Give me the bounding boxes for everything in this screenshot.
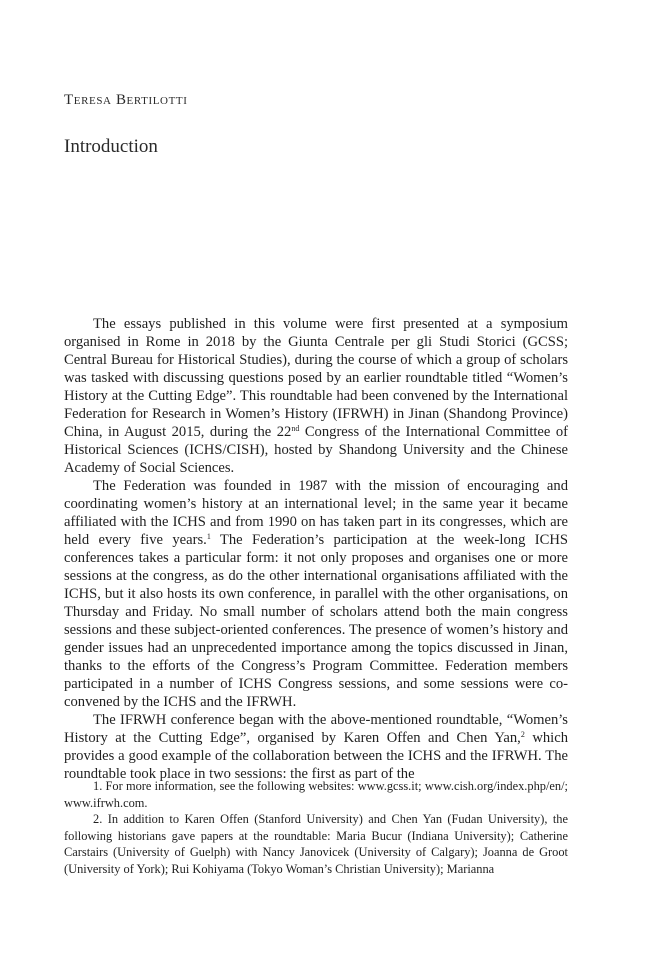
footnote-1: 1. For more information, see the following websites: www.gcss.it; www.cish.org/index.php/en/; www.ifrwh.com. <box>64 779 568 810</box>
paragraph-1-text-b: Congress of the International Committee of Historical Sciences (ICHS/CISH), hosted by Shandong University and the Chinese Academy of Social Sciences. <box>64 424 568 476</box>
chapter-author: Teresa Bertilotti <box>64 92 188 108</box>
paragraph-2-text-b: The Federation’s participation at the week-long ICHS conferences takes a particular form: it not only proposes and organises one or more sessions at the congress, as do the other international organisations affiliated with the ICHS, but it also hosts its own conference, in parallel with the other organisations, on Thursday and Friday. No small number of scholars attend both the main congress sessions and these subject-oriented conferences. The presence of women’s history and gender issues had an unprecedented importance among the topics discussed in Jinan, thanks to the efforts of the Congress’s Program Committee. Federation members participated in a number of ICHS Congress sessions, and some sessions were co-convened by the ICHS and the IFRWH. <box>64 532 568 710</box>
paragraph-2 <box>64 477 568 711</box>
footnote-ref-1: 1 <box>206 532 211 541</box>
ordinal-suffix: nd <box>291 424 300 433</box>
chapter-title: Introduction <box>64 136 158 157</box>
paragraph-3 <box>64 711 568 783</box>
paragraph-3-text-b: which provides a good example of the collaboration between the ICHS and the IFRWH. The roundtable took place in two sessions: the first as part of the <box>64 730 568 782</box>
paragraph-1-text-a: The essays published in this volume were first presented at a symposium organised in Rome in 2018 by the Giunta Centrale per gli Studi Storici (GCSS; Central Bureau for Historical Studies), during the course of which a group of scholars was tasked with discussing questions posed by an earlier roundtable titled “Women’s History at the Cutting Edge”. This roundtable had been convened by the International Federation for Research in Women’s History (IFRWH) in Jinan (Shandong Province) China, in August 2015, during the 22 <box>64 316 568 440</box>
footnote-2: 2. In addition to Karen Offen (Stanford University) and Chen Yan (Fudan University), the following historians gave papers at the roundtable: Maria Bucur (Indiana University); Catherine Carstairs (University of Guelph) with Nancy Janovicek (University of Calgary); Joanna de Groot (University of York); Rui Kohiyama (Tokyo Woman’s Christian University); Marianna <box>64 812 568 876</box>
footnote-ref-2: 2 <box>520 730 525 739</box>
body-text <box>64 315 568 783</box>
footnotes <box>64 778 568 878</box>
paragraph-1 <box>64 315 568 477</box>
paragraph-3-text-a: The IFRWH conference began with the above-mentioned roundtable, “Women’s History at the Cutting Edge”, organised by Karen Offen and Chen Yan, <box>64 712 568 746</box>
paragraph-2-text-a: The Federation was founded in 1987 with the mission of encouraging and coordinating women’s history at an international level; in the same year it became affiliated with the ICHS and from 1990 on has taken part in its congresses, which are held every five years. <box>64 478 568 548</box>
